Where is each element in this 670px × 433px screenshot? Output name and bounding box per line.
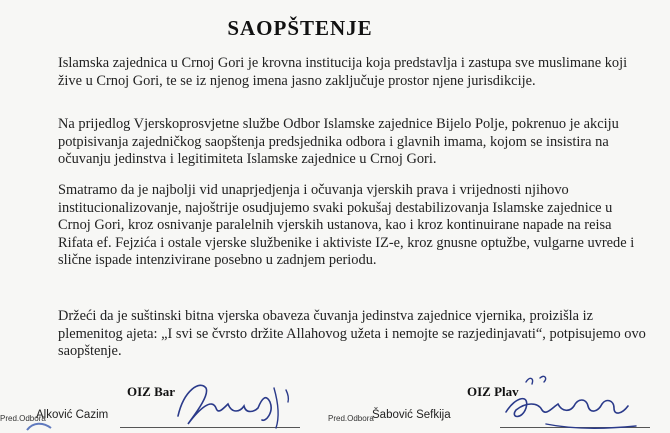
document-title: SAOPŠTENJE: [227, 16, 373, 40]
signature-role-right: Pred.Odbora: [328, 414, 374, 423]
handwritten-signature-right: [486, 368, 646, 433]
paragraph-4: Držeći da je suštinski bitna vjerska obaveza čuvanja jedinstva zajednice vjernika, proizišla iz plemenitog ajeta: „I svi se čvrsto držite Allahovog užeta i nemojte se razjedinjavati“, potpisujemo ovo saopštenje.: [58, 308, 646, 359]
signature-name-left: Alković Cazim: [36, 409, 109, 421]
signature-name-right: Šabović Sefkija: [372, 409, 451, 421]
paragraph-3: Smatramo da je najbolji vid unaprjedjenja i očuvanja vjerskih prava i vrijednosti njihovo institucionalizovanje, najoštrije osudjujemo svaki pokušaj destabilizovanja Islamske zajednice u Crnoj Gori, kroz osnivanje paralelnih vjerskih ustanova, kao i kroz kontinuirane napade na reisa Rifata ef. Fejzića i ostale vjerske službenike i aktiviste IZ-e, kroz gnusne optužbe, vulgarne uvrede i slične ispade intenzivirane posebno u zadnjem periodu.: [58, 182, 635, 268]
paragraph-1: Islamska zajednica u Crnoj Gori je krovna institucija koja predstavlja i zastupa sve muslimane koji žive u Crnoj Gori, te se iz njenog imena jasno zaključuje prostor njene jurisdikcije.: [58, 55, 628, 89]
signature-org-right: OIZ Plav: [467, 384, 519, 399]
paragraph-2: Na prijedlog Vjerskoprosvjetne službe Odbor Islamske zajednice Bijelo Polje, pokrenuo je akciju potpisivanja zajedničkog saopštenja predsjednika odbora i glavnih imama, kojom se insistira na očuvanju jedinstva i legitimiteta Islamske zajednice u Crnoj Gori.: [58, 116, 619, 167]
signature-role-left: Pred.Odbora: [0, 414, 46, 423]
handwritten-signature-left: [170, 368, 310, 433]
stamp-fragment-icon: [25, 418, 53, 433]
signature-org-left: OIZ Bar: [127, 384, 176, 399]
